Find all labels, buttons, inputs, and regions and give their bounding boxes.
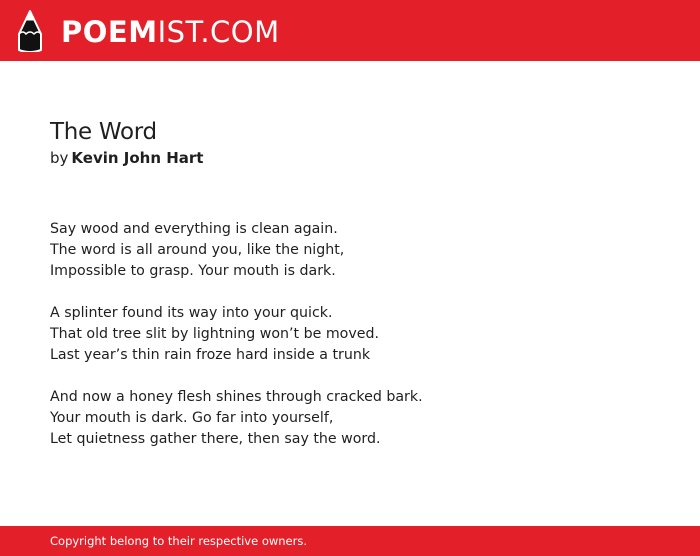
poem-line: And now a honey flesh shines through cracked bark. (50, 389, 423, 405)
poem-stanza (50, 219, 670, 282)
poem-line: Last year’s thin rain froze hard inside a trunk (50, 347, 371, 363)
poem-stanza (50, 303, 670, 366)
logo-bold-text: POEM (61, 14, 158, 49)
poem-byline (50, 147, 670, 169)
logo-light-text: IST.COM (157, 14, 280, 49)
poem-content (50, 117, 670, 471)
pencil-icon (17, 10, 43, 52)
poem-line: Impossible to grasp. Your mouth is dark. (50, 263, 336, 279)
poem-line: The word is all around you, like the night, (50, 242, 345, 258)
by-label: by (50, 149, 69, 167)
poem-title: The Word (50, 119, 157, 145)
poem-line: Your mouth is dark. Go far into yourself, (50, 410, 334, 426)
site-header (0, 0, 700, 61)
site-logo-link[interactable] (17, 8, 280, 54)
poem-line: A splinter found its way into your quick. (50, 305, 333, 321)
site-logo-text (61, 14, 280, 49)
site-footer (0, 526, 700, 556)
poem-line: That old tree slit by lightning won’t be moved. (50, 326, 380, 342)
poem-stanza (50, 387, 670, 450)
poem-author: Kevin John Hart (71, 149, 204, 167)
poem-line: Say wood and everything is clean again. (50, 221, 338, 237)
copyright-text: Copyright belong to their respective owners. (50, 534, 308, 548)
poem-body (50, 219, 670, 450)
poem-line: Let quietness gather there, then say the word. (50, 431, 381, 447)
